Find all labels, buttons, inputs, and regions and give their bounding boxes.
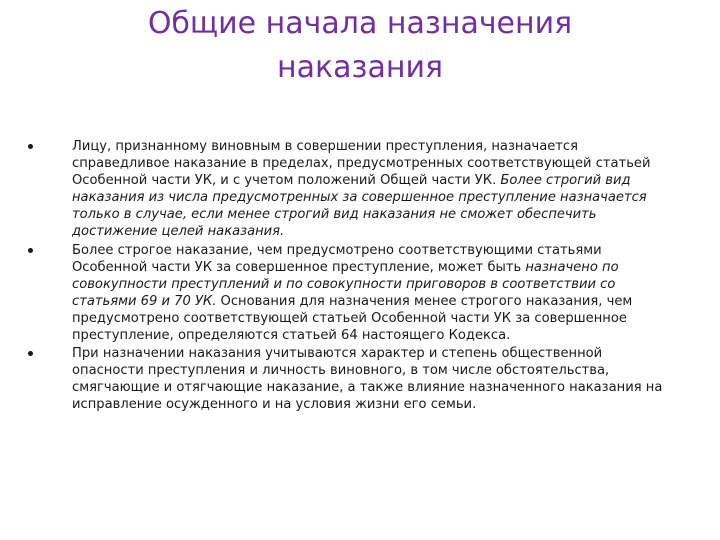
bullet-dot-icon xyxy=(28,248,33,253)
bullet-item-3 xyxy=(28,345,668,413)
slide-title-line-2: наказания xyxy=(277,50,443,85)
bullet-item-1 xyxy=(28,138,668,241)
bullet-3-text-1: При назначении наказания учитываются характер и степень общественной опасности преступления и личность виновного, в том числе обстоятельства, смягчающие и отягчающие наказание, а также влияние назначенного наказания на исправление осужденного и на условия жизни его семьи. xyxy=(72,346,663,413)
slide-title xyxy=(60,2,660,90)
bullet-item-2 xyxy=(28,242,668,345)
bullet-1-text-1: Лицу, признанному виновным в совершении преступления, назначается справедливое наказание в пределах, предусмотренных соответствующей статьей Особенной части УК, и с учетом положений Общей части УК. xyxy=(72,139,651,189)
bullet-2-text-2: назначено по совокупности преступлений и по совокупности приговоров в соответствии со статьями 69 и 70 УК. xyxy=(72,259,619,309)
slide-title-line-1: Общие начала назначения xyxy=(147,6,573,41)
bullet-list xyxy=(28,138,668,415)
bullet-1-text-2: Более строгий вид наказания из числа предусмотренных за совершенное преступление назначается только в случае, если менее строгий вид наказания не сможет обеспечить достижение целей наказания. xyxy=(72,173,647,240)
bullet-2-text-1: Более строгое наказание, чем предусмотрено соответствующими статьями Особенной части УК за совершенное преступление, может быть xyxy=(72,242,602,275)
bullet-dot-icon xyxy=(28,144,33,149)
bullet-dot-icon xyxy=(28,351,33,356)
bullet-2-text-3: Основания для назначения менее строгого наказания, чем предусмотрено соответствующей статьей Особенной части УК за совершенное преступление, определяются статьей 64 настоящего Кодекса. xyxy=(72,293,633,344)
